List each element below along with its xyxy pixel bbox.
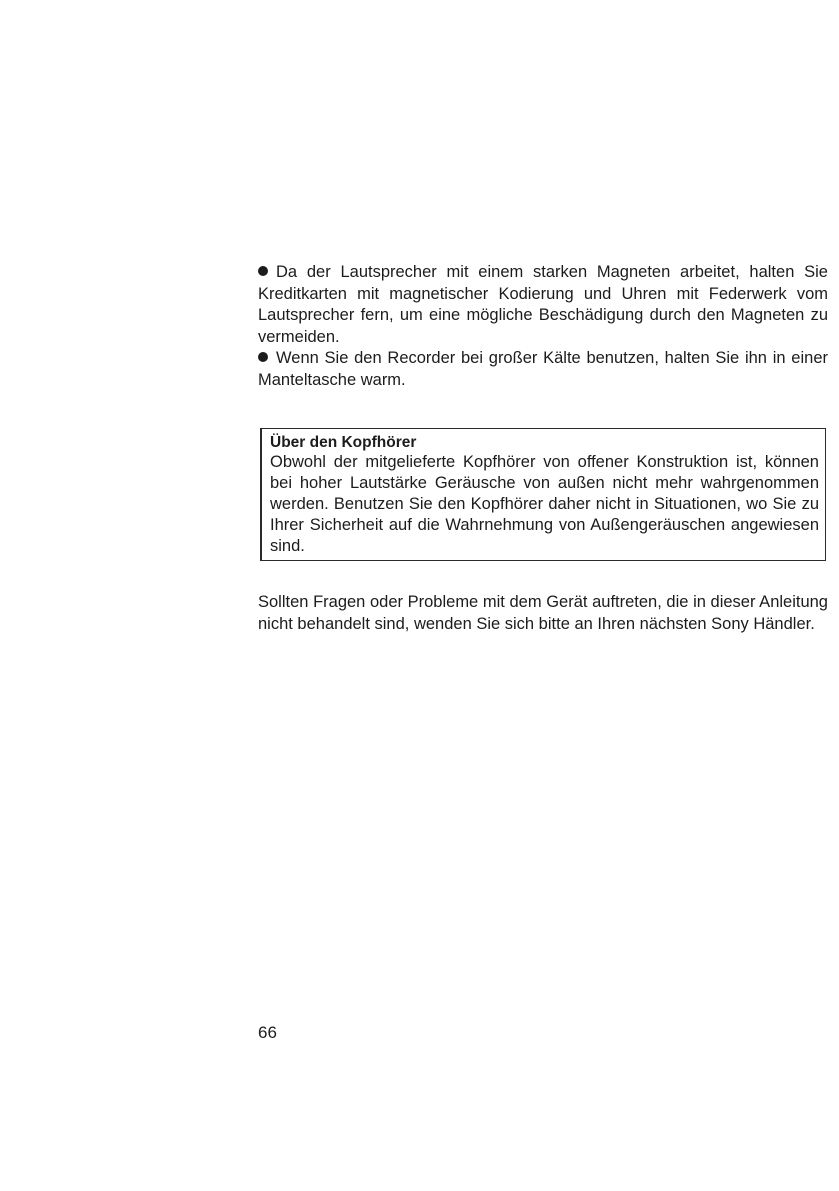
bullet-text-cold: Wenn Sie den Recorder bei großer Kälte benutzen, halten Sie ihn in einer Manteltasche warm.: [258, 349, 828, 389]
notice-title: Über den Kopfhörer: [270, 434, 417, 451]
page-content: [258, 262, 828, 633]
bullet-text-magnet: Da der Lautsprecher mit einem starken Magneten arbeitet, halten Sie Kreditkarten mit magnetischer Kodierung und Uhren mit Federwerk vom Lautsprecher fern, um eine mögliche Beschädigung durch den Magneten zu vermeiden.: [258, 263, 828, 346]
headphone-notice-box: [260, 428, 826, 561]
closing-paragraph: Sollten Fragen oder Probleme mit dem Gerät auftreten, die in dieser Anleitung nicht behandelt sind, wenden Sie sich bitte an Ihren nächsten Sony Händler.: [258, 593, 828, 633]
bullet-icon: [258, 266, 268, 276]
notice-body: Obwohl der mitgelieferte Kopfhörer von offener Konstruktion ist, können bei hoher Lautstärke Geräusche von außen nicht mehr wahrgenommen werden. Benutzen Sie den Kopfhörer daher nicht in Situationen, wo Sie zu Ihrer Sicherheit auf die Wahrnehmung von Außengeräuschen angewiesen sind.: [270, 453, 819, 555]
bullet-paragraph-magnet: [258, 262, 828, 348]
page-number: 66: [258, 1023, 277, 1042]
bullet-icon: [258, 352, 268, 362]
bullet-paragraph-cold: [258, 348, 828, 391]
